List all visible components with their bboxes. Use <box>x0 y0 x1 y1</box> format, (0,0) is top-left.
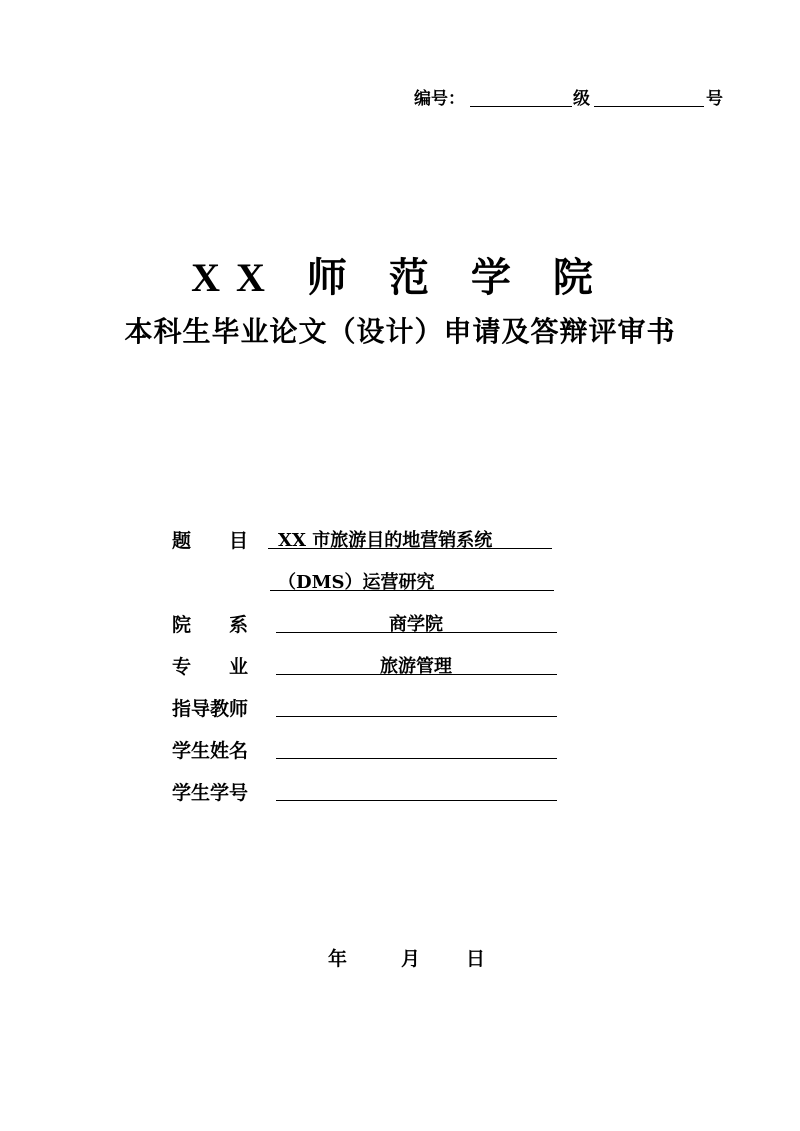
serial-blank-1 <box>470 106 572 107</box>
department-value: 商学院 <box>389 614 443 635</box>
major-value: 旅游管理 <box>380 656 452 677</box>
department-underline <box>276 632 557 633</box>
topic-underline-2 <box>270 590 554 591</box>
serial-label: 编号： <box>414 89 465 109</box>
date-year-label: 年 <box>328 948 348 970</box>
major-underline <box>276 674 557 675</box>
student-id-label: 学生学号 <box>172 782 249 804</box>
student-name-label: 学生姓名 <box>172 740 249 762</box>
document-title: 本科生毕业论文（设计）申请及答辩评审书 <box>124 315 676 348</box>
topic-value-line1: XX 市旅游目的地营销系统 <box>278 530 493 551</box>
date-day-label: 日 <box>466 948 486 970</box>
advisor-label: 指导教师 <box>172 698 249 720</box>
major-label: 专 业 <box>172 656 249 678</box>
advisor-underline <box>276 716 557 717</box>
student-name-underline <box>276 758 557 759</box>
date-month-label: 月 <box>401 948 421 970</box>
student-id-underline <box>276 800 557 801</box>
topic-label: 题 目 <box>172 530 249 552</box>
grade-label: 级 <box>573 89 590 109</box>
number-label: 号 <box>706 89 723 109</box>
department-label: 院 系 <box>172 614 249 636</box>
topic-value-line2: （DMS）运营研究 <box>278 572 435 593</box>
topic-underline-1 <box>268 548 552 549</box>
serial-blank-2 <box>594 106 704 107</box>
school-title: XX 师 范 学 院 <box>191 255 609 300</box>
